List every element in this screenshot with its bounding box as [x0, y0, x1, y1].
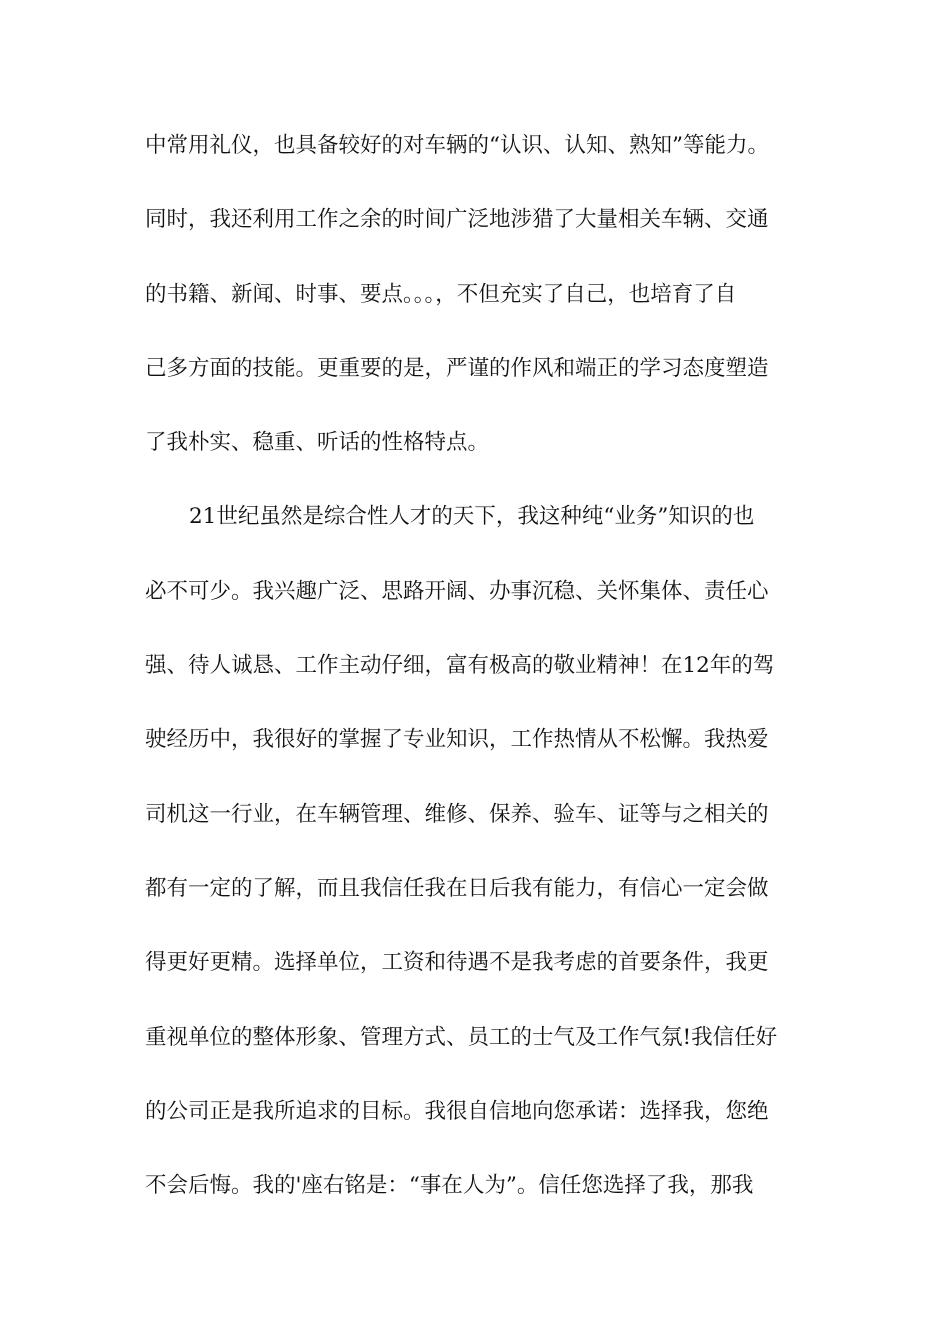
body-text [145, 127, 810, 1241]
text-line-13: 重视单位的整体形象、管理方式、员工的士气及工作气氛!我信任好 [145, 1024, 778, 1050]
text-line-5: 了我朴实、稳重、听话的性格特点。 [145, 430, 490, 456]
text-line-3: 的书籍、新闻、时事、要点。。。，不但充实了自己，也培育了自 [145, 281, 737, 307]
text-line-12: 得更好更精。选择单位，工资和待遇不是我考虑的首要条件，我更 [145, 950, 769, 976]
text-line-14: 的公司正是我所追求的目标。我很自信地向您承诺：选择我，您绝 [145, 1098, 769, 1124]
text-line-7: 必不可少。我兴趣广泛、思路开阔、办事沉稳、关怀集体、责任心 [145, 578, 769, 604]
text-line-9: 驶经历中，我很好的掌握了专业知识，工作热情从不松懈。我热爱 [145, 727, 769, 753]
text-line-2: 同时，我还利用工作之余的时间广泛地涉猎了大量相关车辆、交通 [145, 207, 769, 233]
text-line-4: 己多方面的技能。更重要的是，严谨的作风和端正的学习态度塑造 [145, 355, 769, 381]
text-line-1: 中常用礼仪，也具备较好的对车辆的“认识、认知、熟知”等能力。 [145, 133, 769, 158]
text-line-10: 司机这一行业，在车辆管理、维修、保养、验车、证等与之相关的 [145, 801, 769, 827]
text-line-15: 不会后悔。我的'座右铭是：“事在人为”。信任您选择了我，那我 [145, 1173, 754, 1199]
text-line-6: 21世纪虽然是综合性人才的天下，我这种纯“业务”知识的也 [189, 504, 755, 530]
text-line-8: 强、待人诚恳、工作主动仔细，富有极高的敬业精神！在12年的驾 [145, 653, 775, 679]
text-line-11: 都有一定的了解，而且我信任我在日后我有能力，有信心一定会做 [145, 875, 769, 901]
